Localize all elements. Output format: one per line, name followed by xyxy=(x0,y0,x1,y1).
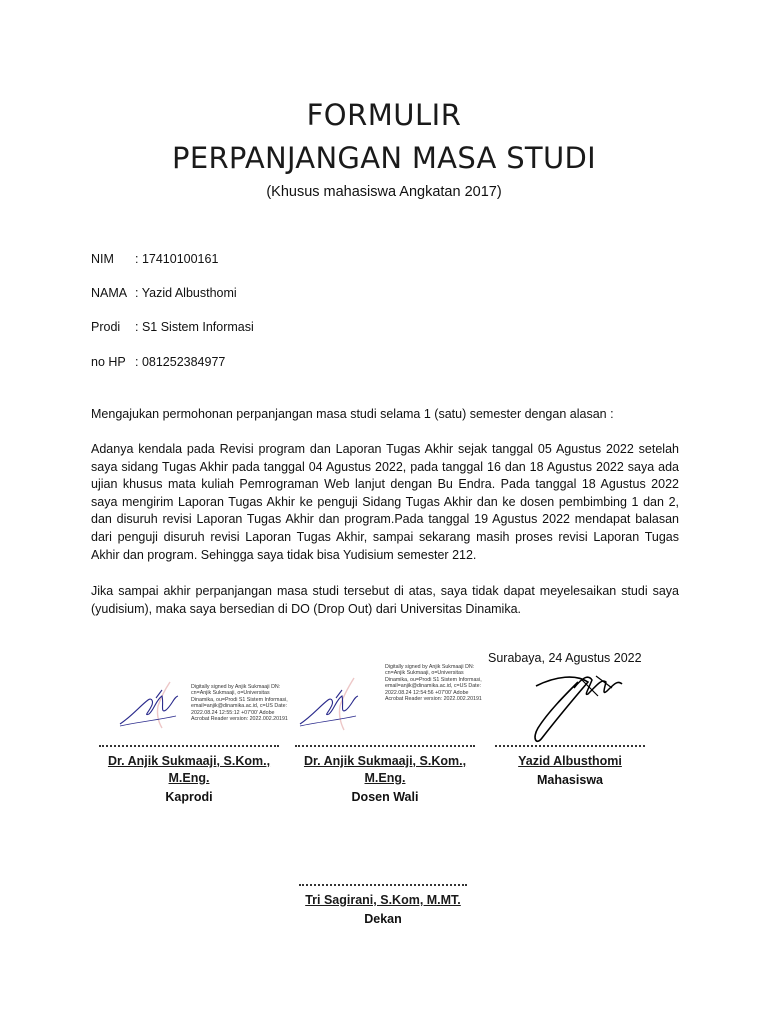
field-value: : Yazid Albusthomi xyxy=(135,286,237,300)
reason-paragraph: Adanya kendala pada Revisi program dan Laporan Tugas Akhir sejak tanggal 05 Agustus 2022 setelah saya sidang Tugas Akhir pada tanggal 04 Agustus 2022, pada tanggal 16 dan 18 Agustus 2022 saya ada ujian khusus mata kuliah Pemrograman Web lanjut dengan Bu Endra. Pada tanggal 18 Agustus 2022 saya mengirim Laporan Tugas Akhir ke penguji Sidang Tugas Akhir dan ke dosen pembimbing 1 dan 2, dan disuruh revisi Laporan Tugas Akhir dan program.Pada tanggal 19 Agustus 2022 mendapat balasan dari penguji disuruh revisi Laporan Tugas Akhir, sampai sekarang masih proses revisi Laporan Tugas Akhir dan program. Sehingga saya tidak bisa Yudisium semester 212. xyxy=(91,442,679,562)
field-label: NIM xyxy=(91,252,114,266)
field-label: NAMA xyxy=(91,286,128,300)
signature-line xyxy=(495,745,645,747)
signatory-name: Dr. Anjik Sukmaaji, S.Kom., M.Eng. xyxy=(107,754,271,785)
field-value: : 081252384977 xyxy=(135,355,226,369)
signature-line xyxy=(295,745,475,747)
digital-signature-mark-2 xyxy=(298,676,388,734)
handwritten-signature xyxy=(526,668,636,748)
signatory-role: Dekan xyxy=(364,912,402,926)
field-value: : 17410100161 xyxy=(135,252,219,266)
digital-signature-text-1: Digitally signed by Anjik Sukmaaji DN: cn=Anjik Sukmaaji, o=Universitas Dinamika, ou=Prodi S1 Sistem Informasi, email=anjik@dinamika.ac.id, c=US Date: 2022.08.24 12:55:12 +07'00' Adobe Acrobat Reader version: 2022.002.20191 xyxy=(191,684,288,723)
form-title: FORMULIR xyxy=(306,98,462,132)
field-prodi xyxy=(91,320,254,334)
signatory-name: Tri Sagirani, S.Kom, M.MT. xyxy=(305,893,461,907)
field-no-hp xyxy=(91,355,225,369)
signatory-role: Dosen Wali xyxy=(351,790,419,804)
field-label: Prodi xyxy=(91,320,121,334)
form-subtitle: (Khusus mahasiswa Angkatan 2017) xyxy=(266,184,502,200)
signatory-dosen-wali xyxy=(294,745,476,806)
signatory-role: Mahasiswa xyxy=(536,773,603,787)
statement-paragraph: Jika sampai akhir perpanjangan masa studi tersebut di atas, saya tidak dapat meyelesaikan studi saya (yudisium), maka saya bersedian di DO (Drop Out) dari Universitas Dinamika. xyxy=(91,584,679,616)
intro-paragraph: Mengajukan permohonan perpanjangan masa studi selama 1 (satu) semester dengan alasan : xyxy=(91,407,614,421)
signatory-role: Kaprodi xyxy=(165,790,213,804)
place-date: Surabaya, 24 Agustus 2022 xyxy=(488,651,642,665)
digital-signature-text-2: Digitally signed by Anjik Sukmaaji DN: cn=Anjik Sukmaaji, o=Universitas Dinamika, ou=Prodi S1 Sistem Informasi, email=anjik@dinamika.ac.id, c=US Date: 2022.08.24 12:54:56 +07'00' Adobe Acrobat Reader version: 2022.002.20191 xyxy=(385,664,482,703)
signature-line xyxy=(99,745,279,747)
form-title-subject: PERPANJANGAN MASA STUDI xyxy=(172,141,596,175)
signatory-dekan xyxy=(297,884,469,928)
field-value: : S1 Sistem Informasi xyxy=(135,320,254,334)
field-nim xyxy=(91,252,218,266)
field-nama xyxy=(91,286,237,300)
field-label: no HP xyxy=(91,355,126,369)
signature-line xyxy=(299,884,467,886)
signatory-name: Yazid Albusthomi xyxy=(518,754,622,768)
signatory-kaprodi xyxy=(98,745,280,806)
signatory-name: Dr. Anjik Sukmaaji, S.Kom., M.Eng. xyxy=(303,754,467,785)
signatory-mahasiswa xyxy=(495,745,645,789)
